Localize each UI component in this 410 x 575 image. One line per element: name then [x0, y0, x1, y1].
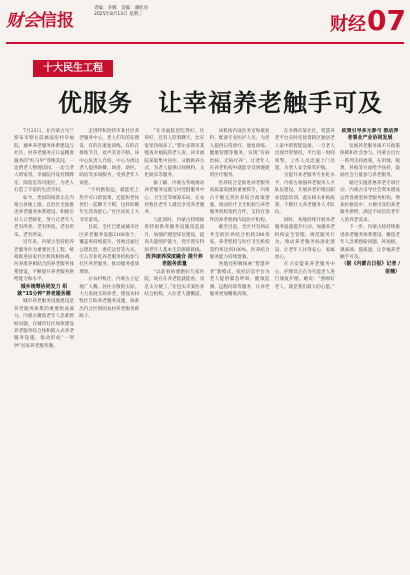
section-subheading: 医养康养深度融合 提升养老服务质量: [146, 253, 203, 268]
paragraph: 在农村牧区，内蒙古立足地广人稀、居住分散的实际，大力发展互助养老，建设农村牧区互助养老服务设施，探索出符合区情的农村养老服务新路子。: [79, 277, 140, 320]
article-byline: （据《内蒙古日报》记者 / 苗楠）: [341, 261, 400, 275]
paragraph: “以前看病要跑好几家医院，现在在养老院就能看，真是太方便了。”在包头市某医养结合机构，入住老人感慨道。: [144, 269, 205, 297]
text-column: [340, 128, 400, 560]
paragraph: 通过实施普惠养老专项行动，内蒙古引导社会资本建设运营普惠型养老服务机构，增加价格适中、方便可及的养老服务供给，满足不同层次老年人的养老需求。: [340, 180, 400, 223]
issue-info: [94, 6, 148, 18]
text-column: [79, 128, 139, 560]
text-column: [14, 128, 74, 560]
paragraph: 同时，各地持续开展养老服务质量提升行动，加强养老机构安全管理，规范服务行为，推动养老服务标准化建设，让老年人住得安心、家属放心。: [274, 217, 335, 260]
section-subheading: 政策引导多元参与 推动养老事业产业协同发展: [341, 128, 399, 142]
masthead: [0, 0, 410, 46]
paragraph: “在幸福院里吃得好、住得好，还有人陪着聊天，比在家里热闹多了。”鄂尔多斯市某嘎查幸福院的老人说。该幸福院采取集中居住、分散供养方式，为老人提供日间照料、文化娱乐等服务。: [144, 129, 205, 179]
logo-suffix: 信报: [40, 11, 74, 31]
logo-brand: 财会: [6, 11, 40, 31]
masthead-rule: [6, 42, 404, 44]
paragraph: 与此同时，内蒙古持续推进特困供养服务设施改造提升，加强护理型床位建设，提高失能照护能力，兜牢兜实特困老年人基本生活保障底线。: [144, 217, 205, 253]
editor-credits: 责编：李娜 美编：潘旺羽: [94, 6, 148, 11]
paragraph: 近年来，内蒙古坚持把养老服务作为重要民生工程，统筹推进居家社区机构相协调、医养康养相结合的养老服务体系建设，不断提升养老服务供给能力和水平。: [14, 240, 74, 283]
newspaper-logo: [6, 6, 74, 31]
text-column: [144, 128, 204, 560]
paragraph: 如今，类似的场景正在内蒙古各地上演。自治区全面推进养老服务体系建设，积极应对人口老龄化，努力让老年人老有所养、老有所依、老有所乐、老有所安。: [14, 195, 74, 238]
article-body: [14, 128, 400, 560]
issue-date: 2025年8月13日 星期三: [94, 12, 143, 17]
paragraph: “不用跑很远，就能吃上热乎可口的饭菜，还能和老伙伴们一起聊天下棋，这样的晚年生活真舒心。”社区居民王大爷笑着说。: [79, 188, 140, 223]
paragraph: 发展养老服务离不开政策保障和社会参与。内蒙古出台一系列支持政策，在用地、税费、补贴等方面给予扶持，鼓励社会力量参与养老服务。: [340, 143, 400, 179]
column-banner: 十大民生工程: [33, 60, 113, 77]
paragraph: 城市养老服务设施建设是养老服务体系的重要组成部分。内蒙古聚焦老年人急难愁盼问题，在城市社区加快建设养老服务综合体和嵌入式养老服务设施，推动形成“一刻钟”居家养老服务圈。: [14, 299, 74, 349]
paragraph: 各地还积极探索“智慧养老”新模式，依托信息平台为老人提供紧急呼叫、健康监测、远程问诊等服务，让养老服务更加精准高效。: [209, 262, 270, 297]
paragraph: 目前，全区已建成城市社区养老服务设施2100余个，覆盖率持续提升。各地还通过公建民营、委托运营等方式，引入专业化养老服务机构参与社区养老服务，推动服务提质增效。: [79, 225, 140, 275]
page-number: 07: [367, 4, 406, 37]
paragraph: 为提升养老服务专业化水平，内蒙古加强养老服务人才队伍建设，开展养老护理员职业技能培训，落实相关补贴政策，不断壮大养老服务人才队伍。: [274, 173, 335, 216]
paragraph: 走进呼和浩特市某社区养老服务中心，老人们有的在理发，有的在康复训练，有的在排练节目，欢声笑语不断。该中心负责人介绍，中心为周边老人提供助餐、助浴、助医、助洁等多项服务，受到老年人欢迎。: [79, 129, 140, 186]
paragraph: 下一步，内蒙古将持续推进养老服务体系建设，聚焦老年人急难愁盼问题，补短板、强弱项、提质量，让幸福养老触手可及。: [340, 225, 400, 260]
paragraph: 该机构内设医务室和康复科，配备专业医护人员，为老人提供日常诊疗、康复训练、健康管理等服务，实现“有病治病、无病疗养”，让老年人在养老机构中就能享受到便捷的医疗服务。: [209, 129, 270, 179]
text-column: [210, 128, 270, 560]
paragraph: 7月23日，在内蒙古乌兰察布市察右前旗南房村幸福院，城乡养老服务体系建设与社区、村养老服务正日益精准服务的“红马甲”穿梭其间，一边帮老人整理房间，一边与老人唠家常。幸福院内设有棋牌室、阅览室等功能区，为老人打造了丰富的生活空间。: [14, 129, 74, 194]
section-subheading: 城乡统筹协同发力 织就“15分钟”养老服务圈: [17, 283, 71, 297]
paragraph: 医养结合是推进养老服务高质量发展的重要抓手。内蒙古不断完善医养结合政策措施，推动医疗卫生机构与养老服务机构签约合作，支持有条件的养老机构内设医疗机构。: [209, 180, 270, 223]
text-column: [275, 128, 335, 560]
section-name: 财经: [330, 14, 366, 35]
paragraph: 截至目前，全区共有两证齐全的医养结合机构300余家，养老机构与医疗卫生机构签约率达到100%，医养结合服务能力持续增强。: [209, 225, 270, 260]
paragraph: 据了解，内蒙古各地推动养老服务设施与村党群服务中心、卫生室等统筹布局，让农村牧区老年人就近享受养老服务。: [144, 180, 205, 216]
paragraph: 在赤峰市某社区，智慧养老平台实时连接着辖区独居老人家中的智能设备，一旦老人出现异常情况，平台第一时间预警，工作人员迅速上门处置，为老人安全保驾护航。: [274, 129, 335, 172]
article-headline: 优服务 让幸福养老触手可及: [58, 89, 383, 117]
paragraph: 在兴安盟某养老服务中心，护理员正在为失能老人进行康复护理。她说：“照顾好老人，就是我们最大的心愿。”: [274, 262, 335, 290]
